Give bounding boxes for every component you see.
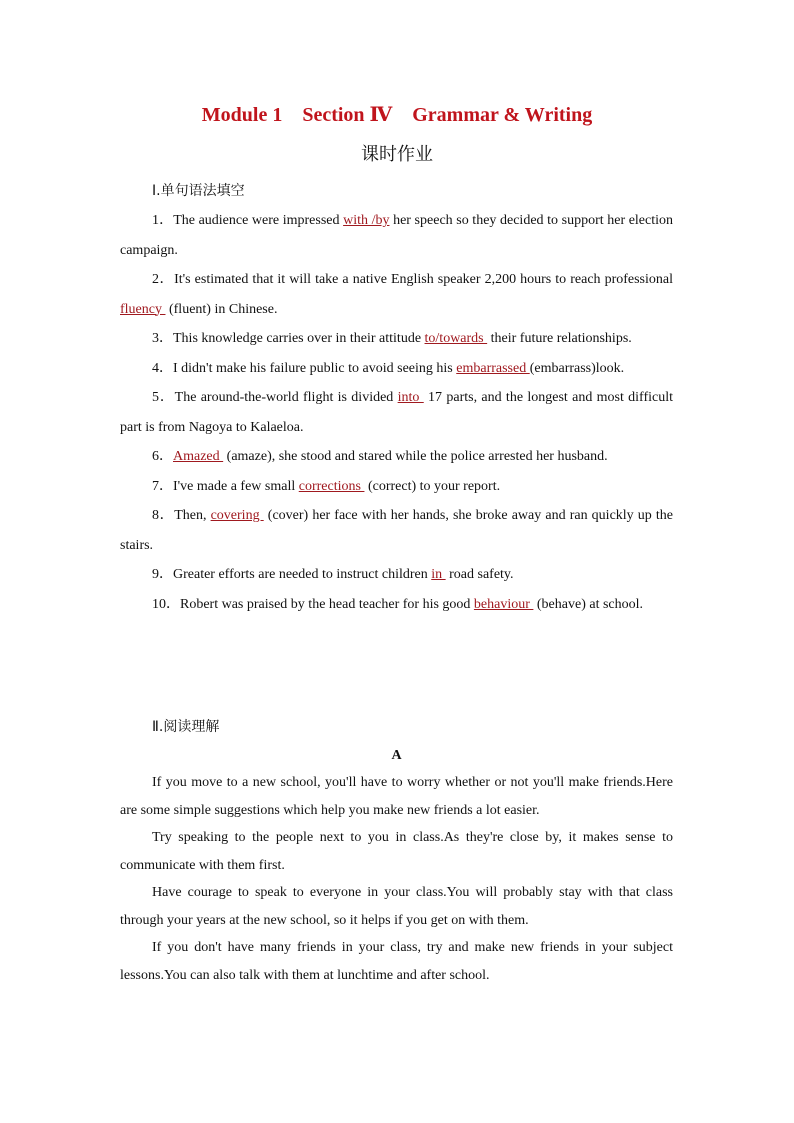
question-text: I've made a few small: [173, 478, 299, 494]
passage-paragraph: Have courage to speak to everyone in your class.You will probably stay with that class through your years at the new school, so it helps if you get on with them.: [120, 885, 673, 928]
reading-passage: [120, 743, 673, 989]
question-item: [120, 265, 673, 324]
passage-paragraph: Try speaking to the people next to you in class.As they're close by, it makes sense to communicate with them first.: [120, 830, 673, 873]
question-item: [120, 590, 673, 620]
answer-text: with /by: [343, 213, 390, 228]
question-text: The audience were impressed: [173, 213, 344, 228]
question-text: Robert was praised by the head teacher for his good: [180, 596, 474, 612]
question-item: [120, 354, 673, 384]
answer-text: Amazed: [173, 449, 224, 464]
question-text: (fluent) in Chinese.: [165, 301, 278, 317]
question-number: 5．: [152, 390, 175, 405]
passage-label: A: [391, 748, 402, 763]
question-item: [120, 206, 673, 265]
question-number: 9．: [152, 567, 173, 582]
question-text: (cover) her face with her hands, she broke away and ran quickly up the stairs.: [120, 508, 673, 553]
section-heading-grammar: Ⅰ.单句语法填空: [152, 183, 245, 199]
question-number: 10．: [152, 596, 180, 612]
answer-text: embarrassed: [456, 360, 530, 376]
question-text: It's estimated that it will take a native English speaker 2,200 hours to reach professional: [174, 272, 674, 287]
section-heading-reading: Ⅱ.阅读理解: [152, 719, 220, 735]
answer-text: covering: [210, 508, 264, 523]
answer-text: behaviour: [473, 596, 534, 612]
question-number: 2．: [152, 272, 175, 287]
question-text: Then,: [174, 508, 211, 523]
question-number: 3．: [152, 331, 173, 346]
question-item: [120, 383, 673, 442]
question-text: (embarrass)look.: [529, 360, 625, 376]
answer-text: corrections: [298, 478, 365, 494]
passage-paragraph: If you move to a new school, you'll have to worry whether or not you'll make friends.Here are some simple suggestions which help you make new friends a lot easier.: [120, 775, 673, 818]
question-text: her speech so they decided to support her election campaign.: [120, 213, 674, 258]
passage-paragraph: If you don't have many friends in your class, try and make new friends in your subject lessons.You can also talk with them at lunchtime and after school.: [120, 940, 673, 983]
question-number: 6．: [152, 449, 173, 464]
question-number: 8．: [152, 508, 175, 523]
question-item: [120, 442, 673, 472]
answer-text: fluency: [120, 301, 166, 317]
question-text: Greater efforts are needed to instruct children: [173, 567, 432, 582]
question-item: [120, 560, 673, 590]
question-number: 4．: [152, 360, 173, 376]
question-text: their future relationships.: [487, 331, 632, 346]
answer-text: to/towards: [424, 331, 488, 346]
question-text: I didn't make his failure public to avoid seeing his: [173, 360, 457, 376]
question-item: [120, 324, 673, 354]
page-title: Module 1 Section Ⅳ Grammar & Writing: [201, 104, 593, 126]
answer-text: into: [397, 390, 424, 405]
answer-text: in: [431, 567, 446, 582]
page-subtitle: 课时作业: [361, 144, 433, 165]
question-text: 17 parts, and the longest and most difficult part is from Nagoya to Kalaeloa.: [120, 390, 674, 435]
question-item: [120, 472, 673, 502]
question-text: (correct) to your report.: [364, 478, 501, 494]
question-number: 1．: [152, 213, 174, 228]
question-text: (behave) at school.: [533, 596, 644, 612]
grammar-questions: [120, 206, 673, 619]
question-text: road safety.: [445, 567, 514, 582]
question-text: (amaze), she stood and stared while the police arrested her husband.: [223, 449, 608, 464]
question-text: This knowledge carries over in their attitude: [173, 331, 425, 346]
question-text: The around-the-world flight is divided: [174, 390, 398, 405]
question-item: [120, 501, 673, 560]
question-number: 7．: [152, 478, 173, 494]
